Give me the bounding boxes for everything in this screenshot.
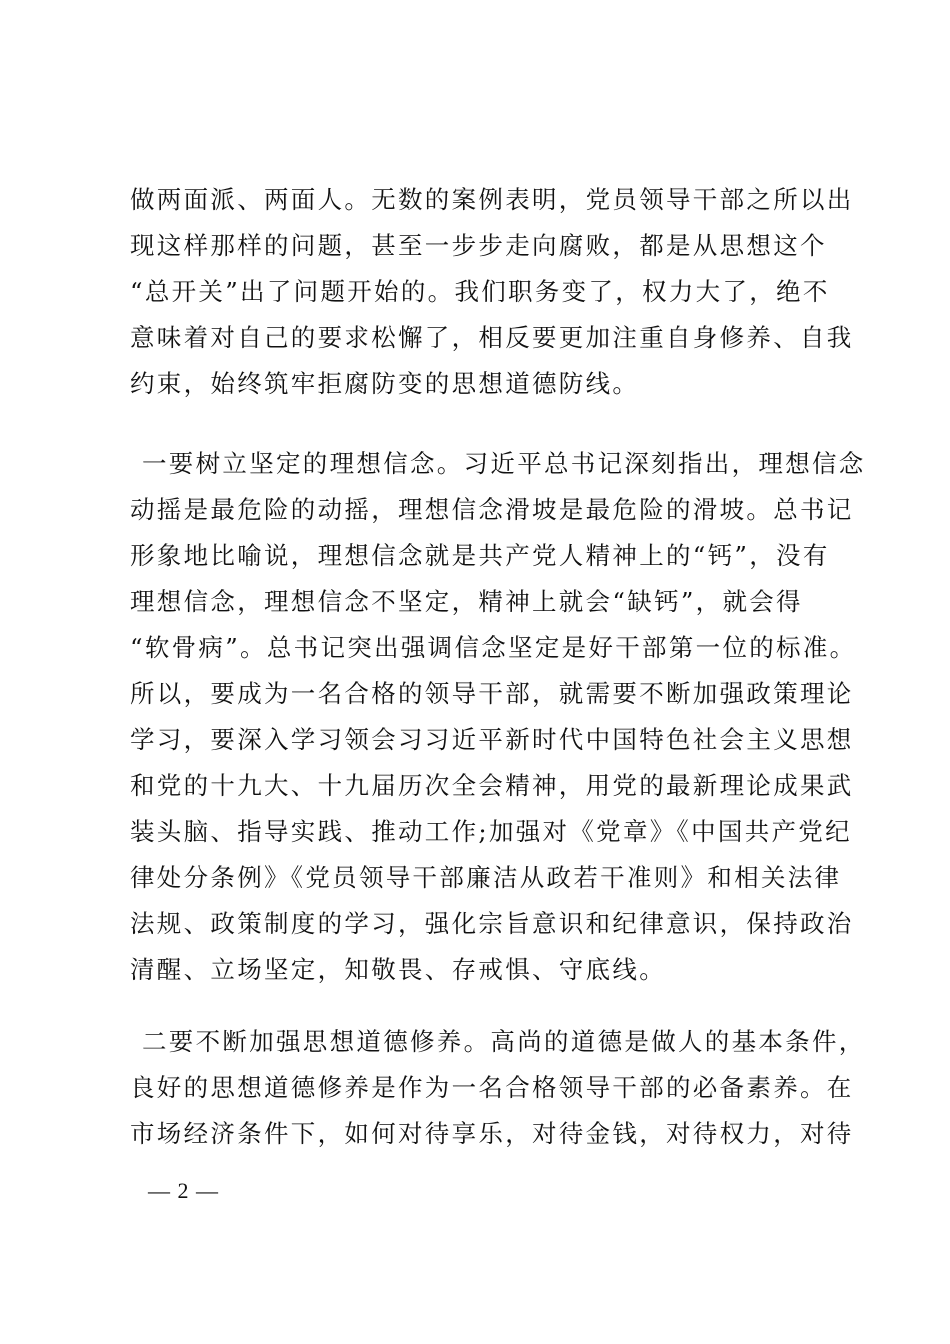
text-line: 意味着对自己的要求松懈了，相反要更加注重自身修养、自我 — [130, 323, 854, 352]
text-line: 法规、政策制度的学习，强化宗旨意识和纪律意识，保持政治 — [130, 909, 854, 938]
text-line: 做两面派、两面人。无数的案例表明，党员领导干部之所以出 — [130, 185, 854, 214]
text-line: 清醒、立场坚定，知敬畏、存戒惧、守底线。 — [130, 955, 666, 984]
text-line: 良好的思想道德修养是作为一名合格领导干部的必备素养。在 — [130, 1073, 854, 1102]
text-line: “软骨病”。总书记突出强调信念坚定是好干部第一位的标准。 — [130, 633, 857, 662]
text-line: 形象地比喻说，理想信念就是共产党人精神上的“钙”，没有 — [130, 541, 830, 570]
text-line: “总开关”出了问题开始的。我们职务变了，权力大了，绝不 — [130, 277, 830, 306]
text-line: 约束，始终筑牢拒腐防变的思想道德防线。 — [130, 369, 640, 398]
paragraph-1 — [130, 177, 854, 407]
text-line: 律处分条例》《党员领导干部廉洁从政若干准则》和相关法律 — [130, 863, 842, 892]
paragraph-3 — [130, 1019, 866, 1157]
text-line: 现这样那样的问题，甚至一步步走向腐败，都是从思想这个 — [130, 231, 827, 260]
paragraph-2 — [130, 441, 866, 993]
text-line: 所以，要成为一名合格的领导干部，就需要不断加强政策理论 — [130, 679, 854, 708]
text-line: 装头脑、指导实践、推动工作;加强对《党章》《中国共产党纪 — [130, 817, 852, 846]
page-number: — 2 — — [148, 1178, 219, 1203]
text-line: 理想信念，理想信念不坚定，精神上就会“缺钙”，就会得 — [130, 587, 803, 616]
text-line: 和党的十九大、十九届历次全会精神，用党的最新理论成果武 — [130, 771, 854, 800]
text-line: 学习，要深入学习领会习习近平新时代中国特色社会主义思想 — [130, 725, 854, 754]
text-line: 动摇是最危险的动摇，理想信念滑坡是最危险的滑坡。总书记 — [130, 495, 854, 524]
text-line: 一要树立坚定的理想信念。习近平总书记深刻指出，理想信念 — [142, 449, 866, 478]
text-line: 二要不断加强思想道德修养。高尚的道德是做人的基本条件， — [142, 1027, 866, 1056]
text-line: 市场经济条件下，如何对待享乐，对待金钱，对待权力，对待 — [130, 1119, 854, 1148]
